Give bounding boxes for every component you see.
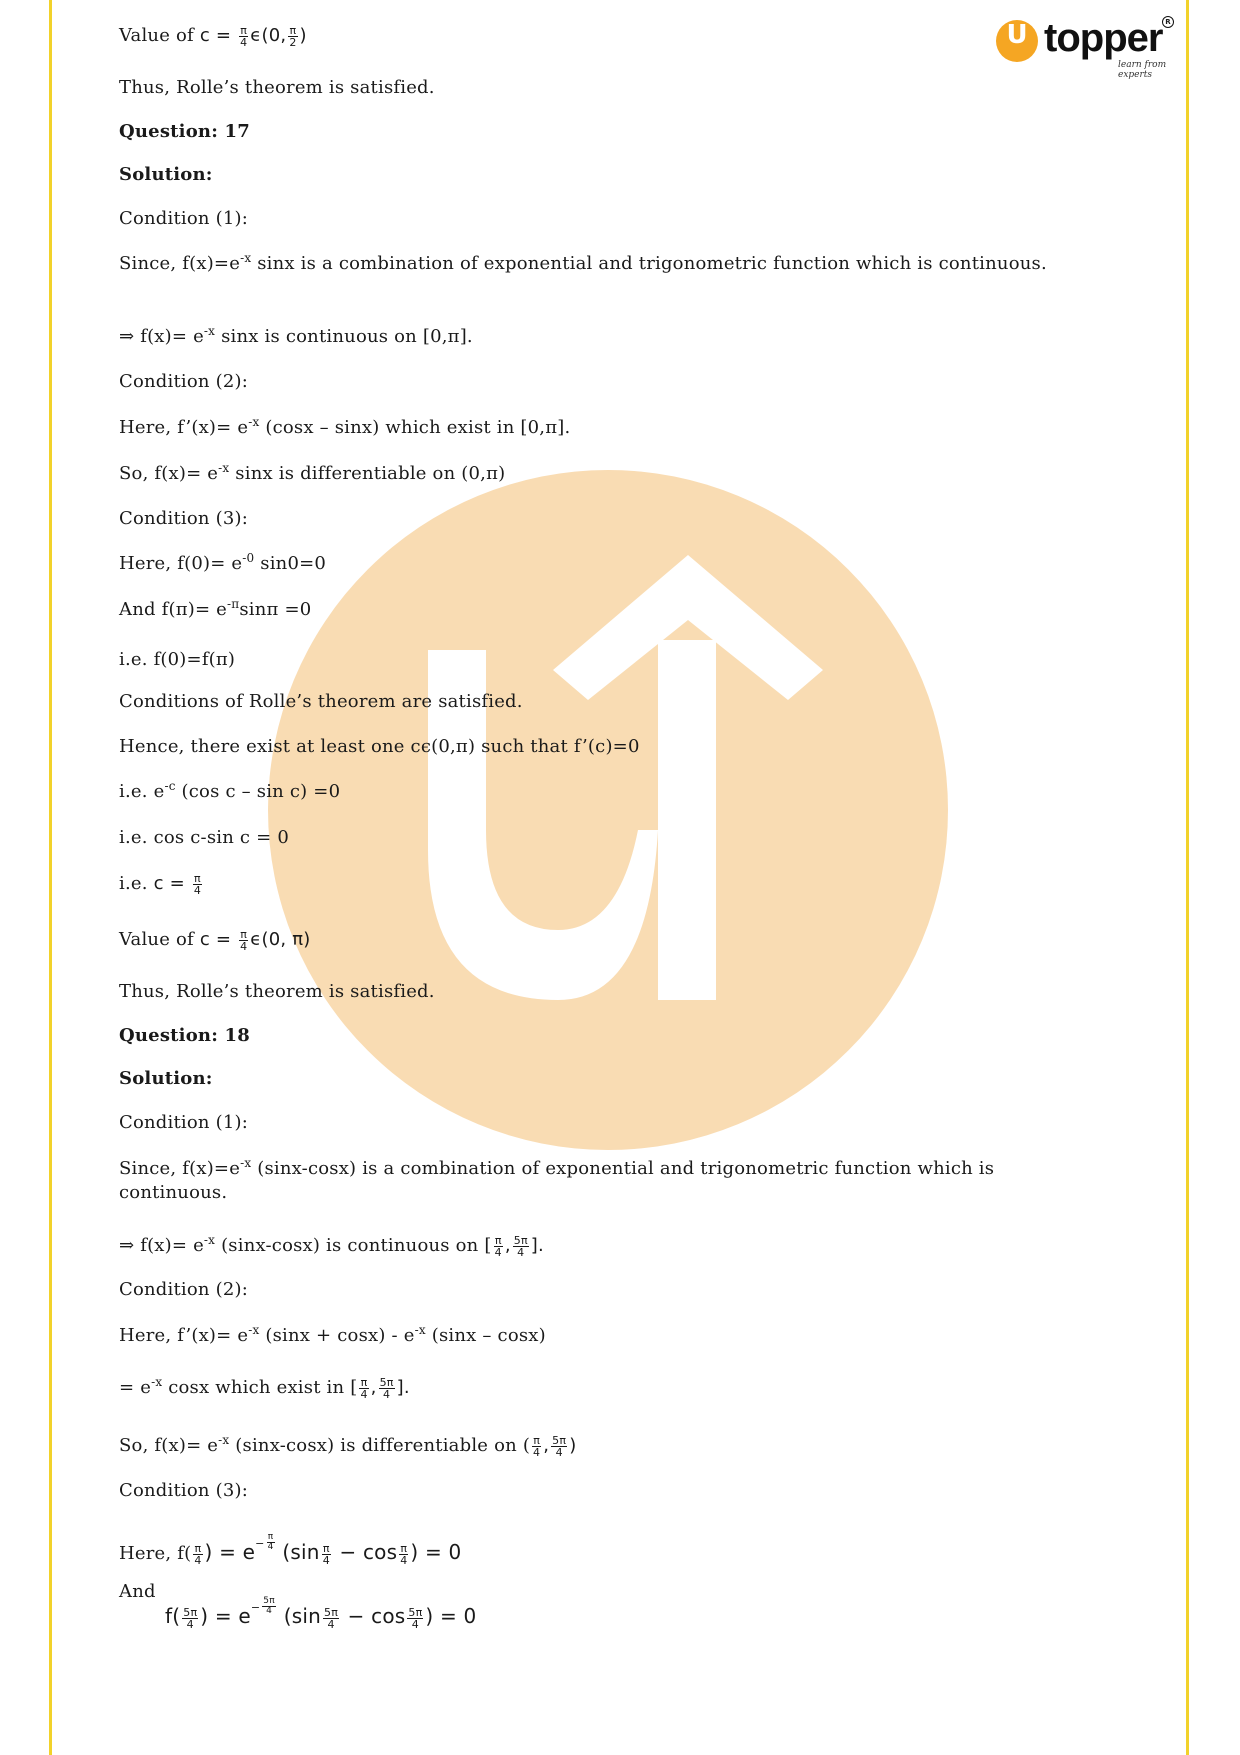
solution-18-heading: Solution:	[119, 1068, 213, 1089]
q17-continuous-interval: ⇒ $f(x)= e^{-x}$ sinx is continuous on [0,π].	[119, 324, 473, 347]
q17-c-value: i.e. c = $\frac{\pi}{4}$	[119, 871, 202, 897]
q17-continuity-text: Since, $f(x)=e^{-x}$ sinx is a combination of exponential and trigonometric function which is continuous.	[119, 251, 1047, 274]
q17-f-of-pi: And $f(\pi)= e^{-\pi}\sin\pi =0$	[119, 597, 312, 620]
condition-1-q17: Condition (1):	[119, 208, 248, 229]
q17-derivative: Here, f’(x)= $e^{-x}$ (cosx – sinx) which exist in [0,π].	[119, 415, 571, 438]
question-18-heading: Question: 18	[119, 1025, 250, 1046]
fraction: $\frac{5\pi}{4}$	[379, 1375, 394, 1401]
condition-2-q18: Condition (2):	[119, 1279, 248, 1300]
q18-derivative: Here, f’(x)= $e^{-x}$ $(\sin x + \cos x) - e^{-x}$ (sinx – cosx)	[119, 1323, 546, 1346]
q18-continuity-text: Since, $f(x)=e^{-x}$ (sinx-cosx) is a combination of exponential and trigonometric function which is continuous.	[119, 1156, 995, 1203]
q17-equation: i.e. $e^{-c}$ (cos c – sin c) =0	[119, 779, 341, 802]
fraction: $\frac{\pi}{4}$	[322, 1541, 330, 1567]
value-of-c-q16: Value of c = $\frac{\pi}{4}$ ϵ(0, $\frac{\pi}{2}$ )	[119, 23, 307, 49]
q18-continuous-interval: ⇒ $f(x)= e^{-x}$ (sinx-cosx) is continuous on [ $\frac{\pi}{4}$ , $\frac{5\pi}{4}$ ].	[119, 1233, 544, 1259]
fraction: $\frac{5\pi}{4}$	[552, 1433, 567, 1459]
conclusion-q16: Thus, Rolle’s theorem is satisfied.	[119, 77, 435, 98]
q17-simplified: i.e. cos c-sin c = 0	[119, 827, 289, 848]
watermark-arrow-shaft	[658, 640, 716, 1000]
fraction: $\frac{5\pi}{4}$	[263, 1595, 275, 1616]
page-border-left	[49, 0, 52, 1755]
q17-exists-c: Hence, there exist at least one cϵ(0,π) such that f’(c)=0	[119, 736, 640, 757]
fraction: $\frac{\pi}{4}$	[193, 871, 202, 897]
q18-differentiable: So, $f(x)= e^{-x}$ (sinx-cosx) is differentiable on ( $\frac{\pi}{4}$ , $\frac{5\pi}{4}$ )	[119, 1433, 577, 1459]
fraction: $\frac{\pi}{4}$	[267, 1531, 274, 1552]
fraction: $\frac{5\pi}{4}$	[408, 1605, 423, 1631]
q18-f-of-pi-over-4: Here, f( $\frac{\pi}{4}$ ) = e− $\frac{\pi}{4}$ (sin $\frac{\pi}{4}$ − cos $\frac{\pi}{4}$ ) = 0	[119, 1531, 462, 1567]
watermark-circle	[268, 470, 948, 1150]
question-17-heading: Question: 17	[119, 121, 250, 142]
fraction: $\frac{\pi}{4}$	[360, 1375, 368, 1401]
fraction: $\frac{\pi}{4}$	[533, 1433, 541, 1459]
fraction: $\frac{5\pi}{4}$	[183, 1605, 198, 1631]
watermark-logo	[268, 470, 948, 1150]
logo-wordmark: topper	[1044, 16, 1163, 60]
condition-2-q17: Condition (2):	[119, 371, 248, 392]
q17-f-of-zero: Here, $f(0)= e^{-0}$ sin0=0	[119, 551, 327, 574]
logo-mark: U	[1006, 20, 1028, 50]
fraction: $\frac{\pi}{4}$	[494, 1233, 502, 1259]
fraction: $\frac{\pi}{4}$	[240, 23, 248, 49]
value-of-c-q17: Value of c = $\frac{\pi}{4}$ ϵ(0, π)	[119, 927, 311, 953]
fraction: $\frac{\pi}{4}$	[240, 927, 248, 953]
fraction: $\frac{5\pi}{4}$	[324, 1605, 339, 1631]
registered-icon: R	[1162, 16, 1174, 28]
q17-conditions-satisfied: Conditions of Rolle’s theorem are satisfied.	[119, 691, 523, 712]
solution-17-heading: Solution:	[119, 164, 213, 185]
fraction: $\frac{\pi}{4}$	[194, 1541, 202, 1567]
conclusion-q17: Thus, Rolle’s theorem is satisfied.	[119, 981, 435, 1002]
condition-3-q17: Condition (3):	[119, 508, 248, 529]
q18-f-of-5pi-over-4: f( $\frac{5\pi}{4}$ ) = e− $\frac{5\pi}{4}$ (sin $\frac{5\pi}{4}$ − cos $\frac{5\pi}{4}$ ) = 0	[165, 1595, 477, 1631]
fraction: $\frac{\pi}{4}$	[400, 1541, 408, 1567]
page-border-right	[1186, 0, 1189, 1755]
q18-and-label: And	[119, 1581, 156, 1602]
fraction: $\frac{\pi}{2}$	[289, 23, 297, 49]
topper-logo	[996, 16, 1176, 80]
logo-tagline: learn from experts	[1118, 60, 1167, 80]
q18-derivative-simplified: = $e^{-x}$ cosx which exist in [ $\frac{\pi}{4}$ , $\frac{5\pi}{4}$ ].	[119, 1375, 410, 1401]
condition-3-q18: Condition (3):	[119, 1480, 248, 1501]
fraction: $\frac{5\pi}{4}$	[513, 1233, 528, 1259]
q17-differentiable: So, $f(x)= e^{-x}$ sinx is differentiable on (0,π)	[119, 461, 506, 484]
q17-equal-values: i.e. f(0)=f(π)	[119, 649, 236, 670]
condition-1-q18: Condition (1):	[119, 1112, 248, 1133]
